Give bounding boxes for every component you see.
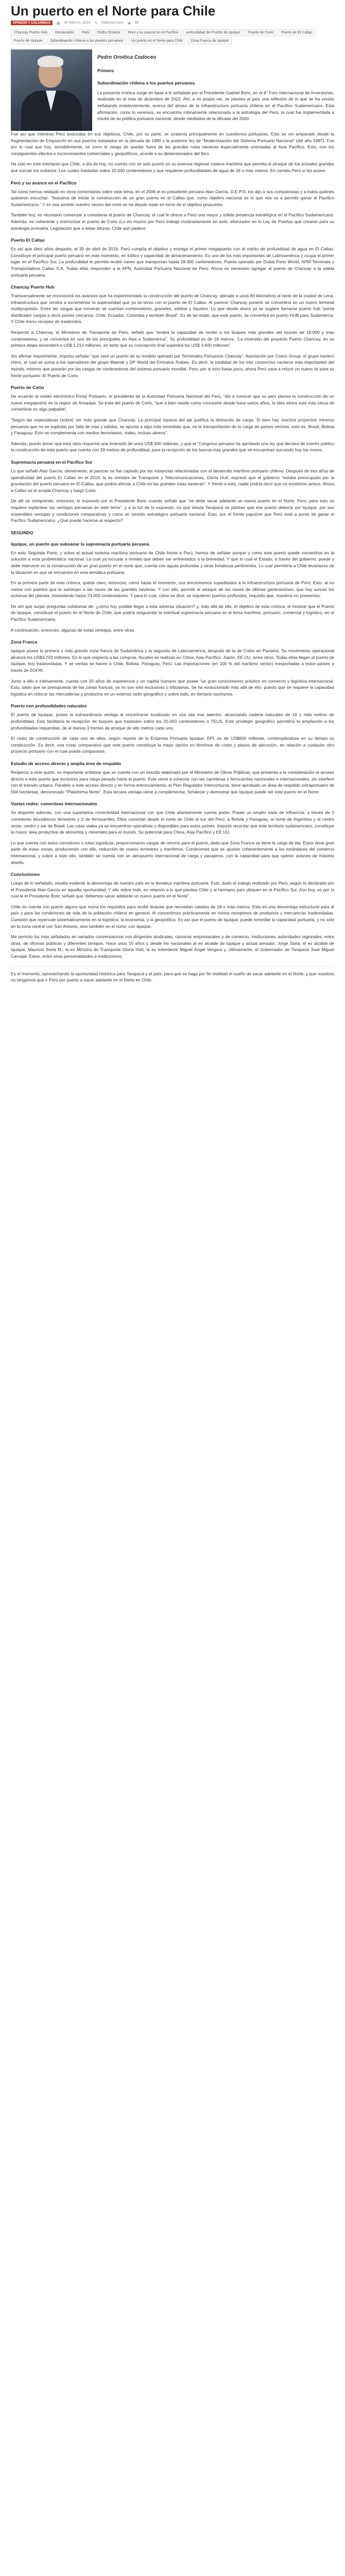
article-date: 29 febrero, 2024	[64, 21, 91, 25]
tag-item[interactable]: Pedro Oroitica	[94, 29, 124, 36]
paragraph: El puerto de Iquique, posee la extraordinaria ventaja al encontrarse localizado en una isla mar adentro, alcanzando cadena naturales de 18 y más metros de profundidad. Esto facilitaría la recepción de buques que trasladen sobre los 20.000 contenedores o TEUS. Este privilegio geográfico permitiría la ampliación a los profundidades requeridas, de al menos 3 frentes de atraque de alto metros cada uno.	[11, 712, 334, 731]
tag-item[interactable]: Zona Franca de Iquique	[187, 38, 232, 44]
section-heading: Puerto de Corio	[11, 385, 44, 391]
paragraph: De acuerdo al medio electrónico Portal Portuario, el presidente de la Autoridad Portuaria Nacional del Perú, “dio a conocer que su país planea la construcción de un nuevo megapuerto en la región de Arequipa. Se trata del puerto de Corio, “que a bien reside como concesión desde hace varios años, la idea ahora está más cerca de convertirse en algo palpable”.	[11, 394, 334, 412]
comment-icon: ✎	[94, 21, 98, 25]
section-heading: Supremacía peruana en el Pacífico Sur	[11, 459, 93, 465]
author-photo	[11, 49, 92, 131]
tag-item[interactable]: Destacados	[52, 29, 77, 36]
paragraph: Sin afirmar mayormente, importa señalar “que seré un puerto de su modelo operado por Terminales Portuarios Chancay”, Asociación por Cosco Group, el grupo naviero chino, el cual se suma a los operadores del grupo Maersk y DP World del Emiratos Árabes. Es decir, la totalidad de los tres consorcios navieros más importantes del mundo, mismos que pasarán por las cargas de contenedores del sistema portuario mundial. Pero, por si esto fuese poco, ahora Perú saca a relucir un nuevo as para su frente portuario: El Puerto de Corio.	[11, 353, 334, 378]
category-badge[interactable]: OPINIÓN Y COLUMNAS	[11, 21, 53, 25]
article-title: Un puerto en el Norte para Chile	[11, 3, 216, 19]
section-heading: Perú y su avance en el Pacífico	[11, 180, 77, 185]
tag-list	[11, 29, 334, 44]
paragraph: El costo de construcción de cada uno de ellos, según reporte de la Empresa Portuaria Iquique, EPI, es de US$600 millones, contemplándose en su tiempo su construcción. Es decir, una costo comparativo que este puerto constituye la mejor opción en términos de costo y plazos de ejecución, en relación a cualquier otro proyecto portuario con el cual pueda compararse.	[11, 736, 334, 754]
section-heading: Vastas redes: conectivas internacionales	[11, 801, 97, 807]
section-heading: Conclusiones	[11, 872, 40, 877]
article-meta	[11, 21, 334, 25]
paragraph: Me permito los más señalados en variados conversatorios con dirigentes sindicales, cámaras empresariales y de comercio, instituciones, autoridades regionales, entre otras, de oficinas públicas y diferentes tiempos. Hace unos 15 años y desde los nacionales al eri alcalde de Iquique y actual senador, Jorge Soria; el ex alcalde de Iquique, Mauricio Soria M.; la ex Ministra de Transporte Gloria Hutt; la ex Intendente Miguel Ángel Vergara y, últimamente, el Gobernador de Tarapacá José Miguel Carvajal. Estos, entre otras personalidades e instituciones.	[11, 934, 334, 959]
paragraph: “Según las expectativas (sobre) ser más grande que Chancay. La principal riqueza del eje justifica la demanda de carga. Si bien hay muchos proyectos mineros peruanos que no se explotan por falta de vías y salidas, se apunta a algo más inmediato que, es la transportación de la carga de países vecinos, esto es, Brasil, Bolivia y Paraguay. Esto se complementa con medios ferroviarios, viales, incluso aéreos”.	[11, 417, 334, 436]
paragraph: Iquique posee la primera y más grande zona franca de Sudamérica y la segunda de Latinoamérica, después de la de Colón en Panamá. Su movimiento operacional alcanza los US$3.703 millones. En lo que respecta a las compras, fiscales se realizan en China, Asia Pacífico, Japón, EE.UU, entre otros. Todas ellas llegan al puerto de Iquique, hoy trasbordadas. Y se ventas se hacen a Chile, Bolivia, Paraguay, Perú. Las importaciones (en 100 % del marítimo sector) mexportadas a estos países a través de ZOFRI.	[11, 648, 334, 673]
paragraph: Fue así que mientras Perú avanzaba en sus objetivos, Chile, por su parte, se sostenía principalmente en cuestiones portuarias. Esto se vio amparado desde la fragmentación de Empoorchi en sus puertos instalados en la década de 1980 y la posterior ley de “Modernización del Sistema Portuario Nacional” (del año 1997). Fue por lo cual que hoy, sensiblemente, se corre el riesgo de quedar fuera de las grandes rutas navieras especialmente orientadas al Asia Pacífico. Esto, con los consiguientes efectos e inconvenientes comerciales y geopolíticos, acorde a su dimensionados del lloro.	[11, 131, 334, 156]
tag-item[interactable]: Puerto de Iquique	[11, 38, 45, 44]
paragraph: En la primera parte de esta crónica, queda claro, entonces, cómo hasta el momento, nos encontramos supeditados a la infraestructura portuaria de Perú. Esto, al no contar con puertos que lo sumerjan a las naves de las grandes navieras. Y con ello, permitir el atraque de las naves de últimas generaciones, que hoy surcan los océanos del planeta, trasladando hasta 23.000 contenedores. Y para lo cual, como se dice, se requieren puertos profundos, requisito que, nosotros no poseemos.	[11, 580, 334, 599]
tag-item[interactable]: profundidad del Puerto de Iquique	[183, 29, 244, 36]
section-heading: Puerto con profundidades naturales	[11, 703, 87, 709]
paragraph: Es el momento, aprovechando la oportunidad histórica para Tarapacá y el país, para que se haga por fin realidad el sueño de sacar adelante en el Norte, y que nosotros no tengamos que ir Perú por puerto a sacar adelante en el Norte en Chile.	[11, 971, 334, 983]
calendar-icon: ▦	[56, 21, 60, 25]
eye-icon: ◉	[128, 21, 131, 25]
paragraph: Además, puedo temer que esta obra requerirá una inversión de unos US$ 500 millones, y que el “Congreso peruano ha aprobado una ley que declara de interés público la construcción de este puerto que cuenta con 28 metros de profundidad, para la recepción de los barcos más grandes que se encuentran surcando hoy los mares.	[11, 440, 334, 453]
paragraph: Se disponte además, con una superlativa conectividad internacional con que Chile afanitamente cuenta poder. Posee un amplio nado de influencia, a través de 3 corredores bioceánicos terrestres y 2 de ferrocarriles. Ellos conectan desde el norte de Chile al sur del Perú, a Bolivia y Paraguay, al norte de Argentina y el centro oeste, centro y sur de Brasil. Las rutas viales ya se encuentran operativas y disponibles para estos países. Importa recordar que este territorio sudamericano, constituye la mayor área productiva de alimentos y minerales para el mundo. Su potencial para China, Asia Pacífico y EE.UU.	[11, 810, 334, 835]
intro-text	[97, 49, 334, 131]
tag-item[interactable]: Perú y su avance en el Pacífico	[125, 29, 182, 36]
paragraph: Ha sido en este intertanto que Chile, a día de hoy, no cuenta con un solo puerto en su extensa regional costera marítima que permita el atraque de los actuales grandes que surcan los océanos. Los cuales trasladan sobre 20.000 contenedores y que requieren profundidades de agua de 18 o más metros. En cambio Perú sí los posee.	[11, 161, 334, 173]
section-heading: Zona Franca	[11, 639, 38, 645]
section-heading: SEGUNDO	[11, 530, 33, 535]
paragraph: Chile no cuenta con puerto alguno que reúna los requisitos para recibir buques que necesitan calados de 18 o más metros. Esto es una desventaja estructural para el país y para las condiciones de vida de la población chilena en general. Al convertirnos prácticamente en meros receptores de productos y mercancías trasbordadas. Cuestión que repercute sistemáticamente en la logística, la economía, y la geopolítica. Es así que el puerto de Iquique, puede remediar la capacidad portuaria, y no sólo en la zona central con San Antonio, sino también en el norte, con Iquique.	[11, 904, 334, 929]
article-page	[11, 0, 334, 984]
paragraph: La presente crónica surge en base a lo señalado por el Presidente Gabriel Boric, en el 6° Foro Internacional de Inversiones, realizado en el mes de diciembre de 2022. Ahí, a mi propio ver, se plantea al país una reflexión de lo que se ha venido señalando insistentemente, acerca del atraso de la infraestructura portuaria chilena en el Pacífico Sudamericano. Esta afirmación, como lo veremos, se encuentra íntimamente relacionada a la estrategia del Perú, la cual fue implementada a través de su política portuaria nacional, desde mediados de la década del 2000.	[97, 90, 334, 122]
paragraph: Tal como hemos relatado en otros comentarios sobre este tema, en el 2006 el ex presidente peruano Alan García, D.E.P.D, los dijo a sus compatriotas y a todos quienes quisieron escuchar: “Nosotros de iniciar la construcción de un gran puerto en el Callao que, como objetivo nacional es lo que nos va a permitir ganar el Pacífico Sudamericano.” Y en ese sentido nuestro vecino del norte se ha dejado estar en torno de sí objetivo propuesto.	[11, 189, 334, 207]
paragraph: Respecto a Chancay, el Ministerio de Transporte de Perú, señaló que “tendrá la capacidad de recibir a los buques más grandes del mundo de 18.000 y más contenedores, y se convertirá en uno de los principales en Asia a Sudamérica”. Su profundidad es de 18 metros. “La inversión del proyecto Puerto Chancay, en su primera etapa ascenderá a US$ 1.213 millones, en tanto que su concepción final superará los US$ 3.600 millones”.	[11, 330, 334, 348]
tag-item[interactable]: Un puerto en el Norte para Chile	[128, 38, 186, 44]
section-heading: Puerto El Callao	[11, 238, 45, 243]
tag-item[interactable]: Perú	[79, 29, 93, 36]
tag-item[interactable]: Subordinación chilena a los puertos peruanos	[47, 38, 126, 44]
paragraph: Lo que señaló Alan García, obviamente, al parecer no fue captado por las instancias relacionadas con el desarrollo marítimo portuario chileno. Después de tres años de operatividad del puerto El Callao en el 2019, la ex ministra de Transporte y Telecomunicaciones, Gloria Hutt, expresó que el gobierno “estaba preocupado por la gravitación del puerto peruano en El Callao, que podría afectar a Chile en las grandes rutas navieras”. Y frente a esto, nadie podría decir que no existieron avisos. Ahora a Callao se le acopla Chancay y luego Corio.	[11, 468, 334, 493]
paragraph: Junto a ello e íntimamente, cuenta con 20 años de experiencia y un capital humano que posee “un gran conocimiento práctico en comercio y logística internacional. Esto, dado que se presupuesta de las zonas francas, ya no son sólo exclusivas o tributarias. Se ha evolucionado más allá de ello, puesto que se requiere la capacidad logística en colocar las mercaderías y productos en un extenso radio geográfico y sobre todo, en tiempos oportunos.	[11, 678, 334, 697]
section-heading: Chancay Puerto Hub	[11, 284, 55, 290]
paragraph: En esta Segunda Parte, y sobre el actual sistema marítimo portuario de Chile frente a Perú, hemos de señalar porque y como este puerto puede convertirse en la solución a esta problemática nacional. La cual ya incrusta a niveles que deben ser enfrentados a la brevedad. Y que lo cual el Estado, a través del gobierno, puede y debe intervenir en la construcción de un gran puerto en el norte que, cuenta con aguas profundas y otras fortalezas pertinentes. Lo cual permitiría a Chile levantarse de la situación en que se encuentra en esta temática portuaria.	[11, 550, 334, 575]
article-comments[interactable]: Editorial Cero	[101, 21, 124, 25]
paragraph: Es así que dieci años después, el 30 de abril de 2016, Perú cumplía el objetivo y entrega el primer megapuerto con el mérito de profundidad de agua en El Callao. Constituye el principal puerto peruano en este momento, en tráfico y capacidad de almacenamiento. Es uno de los más importantes de Latinoamérica y ocupa el primer lugar en el Pacífico Sur. La profundidad le permite recibir naves que transportan hasta 18.000 contenedores. Puerto operado por Dubai Ports World, APM Terminals y Transportadora Callao S.A. Todas ellas responden a la APN, Autoridad Portuaria Nacional de Perú. Ahora es necesario agregar al puerto de Chancay a la sólida portuaria peruana.	[11, 246, 334, 278]
section-heading: Subordinación chilena a los puertos peruanos.	[97, 80, 196, 86]
tag-item[interactable]: Puerto de El Callao	[278, 29, 315, 36]
paragraph: Respecto a este punto, es importante enfatizar que se cuenta con un estudio elaborado por el Ministerio de Obras Públicas, que presenta a la consideración el acceso directo a este puerto que exclusivo para carga pesada hacia el puerto. Este viene a conectar con las carreteras y ferrocarriles nacionales e internacionales, sin interferir con el tránsito urbano. Paralelo a este acceso directo y en forma entroncamiento, el Plan Regulador Intercomunal, tiene aprobado un área de respaldo extraportuario de 594 hectáreas, denominado “Plataforma Norte”. Esta tercera ventaja viene a complementar, fortalecer y demostrar que Iquique puede ser este puerto en el Norte.	[11, 769, 334, 794]
tag-item[interactable]: Puerto de Corio	[245, 29, 277, 36]
paragraph: De allí se comprende, entonces, lo expuesto por el Presidente Boric cuando señaló que “se debe sacar adelante un nuevo puerto en el Norte. Pero, para esto se requiere replantear las ventajas peruanas en este tema”, y a la luz de lo expuesto, no que desde Tarapacá se plantee que ese puerto debería ser Iquique, por sus sostenibles ventajas y condiciones comparativas y como un sentido estratégico portuario nacional. Esto, por el frente papulcer que Perú está a punto de ganar el Pacífico Sudamericano. ¿Qué puede hacerse al respecto?	[11, 498, 334, 523]
closing-note	[11, 966, 334, 984]
section-heading: Iquique, un puerto que subsanar la supremacía portuaria peruana.	[11, 541, 150, 547]
article-intro	[11, 49, 334, 131]
paragraph: Transversalmente se reconocerá los avances que ha experimentado la construcción del puerto de Chancay, ubicado a unos 80 kilómetros al norte de la ciudad de Lima. Infraestructura que vendrá a incrementar la superioridad que ya se tenía con el puerto de El Callao. Al parecer Chancay ponerlo se convertiría en un nuevo terminal multipropósito. Entre las cargas que moverán se cuentan contenedores, graneles, sólidos y líquidos. Lo que desde ahora ya se sugiere llamarse puerto hub “portal distribuidor cargas a otros países cercanos, Chile, Ecuador, Colombia y también Brasil”. Es de tal modo, que este puerto, se convertirá en puerto HUB para Sudamérica. Y Chile meno receptor de trasbordos.	[11, 293, 334, 325]
paragraph: A continuación, entonces, algunas de estas ventajas, entre otras.	[11, 627, 135, 633]
author-name: Pedro Oroitica Codoceo	[97, 55, 157, 60]
paragraph: Lo que cuenta con estos corredores o rutas logísticas, proporcionaron cargas de retorno para el puerto, dado que Zona Franca se tiene la carga de ida. Estos tiene gran parte de estas zonas, produciendo con ello, reducción de costos terrestres y marítimos. Condiciones que se ajustan coherentemente a los estándares del comercio internacional, y sobre a todo ello, también se cuenta con un aeropuerto internacional de carga y pasajeros, con la capacidad para que operen aviones de máximo diseño.	[11, 840, 334, 865]
article-views: 86	[135, 21, 139, 25]
paragraph: También hoy, es necesario comenzar a considerar el puerto de Chancay, el cual le ofrece a Perú una mayor y sólida presencia estratégica en el Pacífico Sudamericano. Además, es coherente y memorizar el puerto de Corio (Lo en mucho por Perú trabajó mostradamente en esto, afianzador en lo Ley de Puertos que crearon para su estrategia portuaria. Legislación que a estas alturas, Chile aún padece.	[11, 212, 334, 231]
paragraph: De ahí que surjan preguntas cotidianas de: ¿cómo hoy posible llegar a esta adversa situación? y, más allá de ello, el objetivo de esta crónica, el mostrar que el Puerto de Iquique, constituye el puerto en el Norte de Chile, que podría resguardar la eventual supremacía peruana en el tema marítimo, portuario, comercial y logístico, en el Pacífico Sudamericano.	[11, 603, 334, 622]
paragraph: Luego de lo señalado, resulta evidente la desventaja de nuestro país en la temática marítima portuaria. Esto, dado el trabajo realizado por Perú, según lo declarado por el Presidente Alan García en aquella oportunidad. Y ello sobre todo, en relación a lo que plantea Chile y al hermano país ubiquen en el Pacífico Sur. Aún hoy, es por lo cual le el Presidente Boric señaló que “debemos sacar adelante un nuevo puerto en el Norte”.	[11, 880, 334, 899]
section-heading: Primero	[97, 67, 114, 73]
section-heading: Estudio de acceso directo y amplia área de respaldo	[11, 760, 121, 766]
tag-item[interactable]: Chancay Puerto Hub	[11, 29, 50, 36]
